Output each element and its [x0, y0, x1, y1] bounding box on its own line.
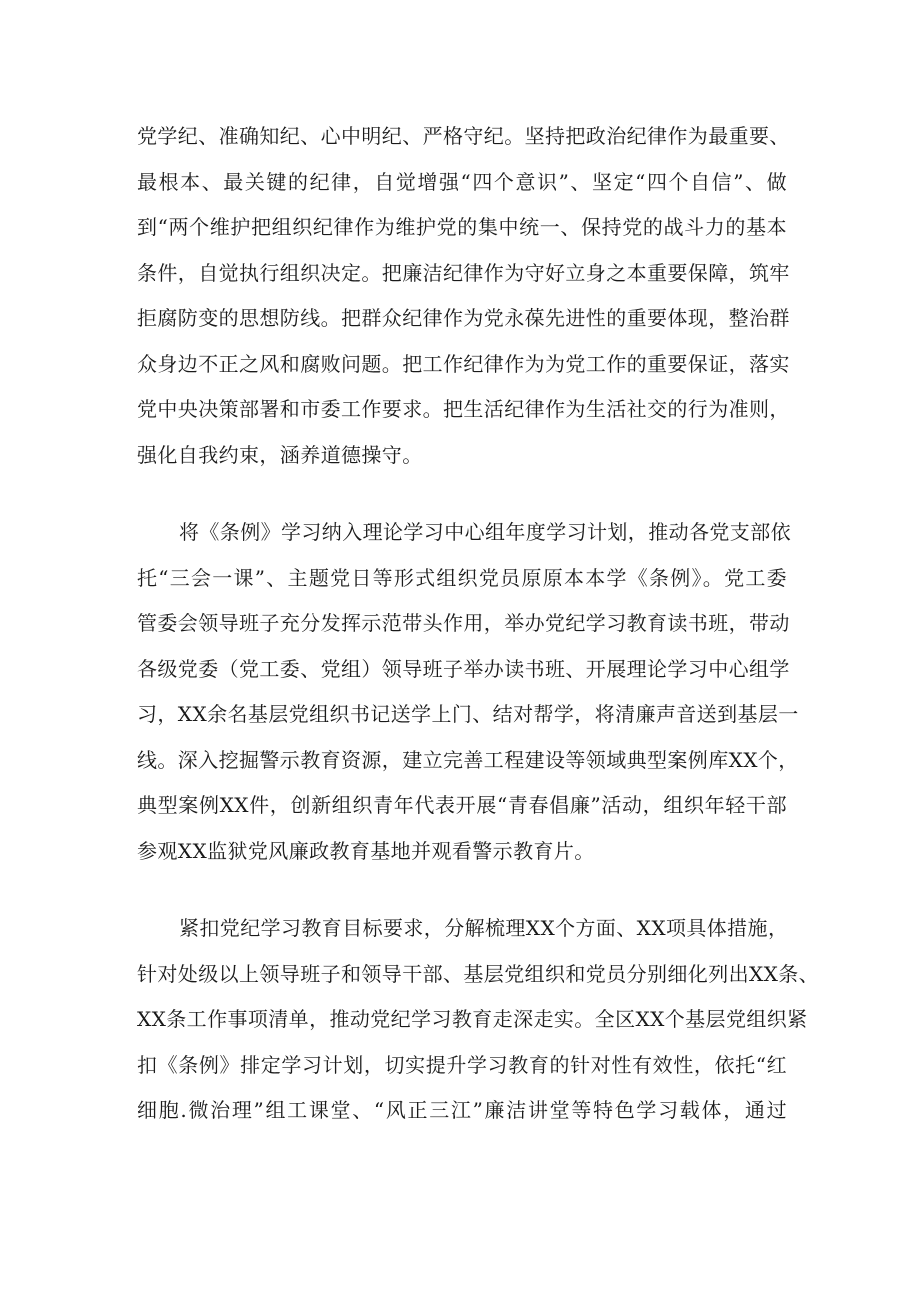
text-line: 条件，自觉执行组织决定。把廉洁纪律作为守好立身之本重要保障，筑牢: [137, 260, 790, 285]
text-line: 托“三会一课”、主题党日等形式组织党员原原本本学《条例》。党工委: [137, 565, 787, 590]
text-line: 管委会领导班子充分发挥示范带头作用，举办党纪学习教育读书班，带动: [137, 611, 790, 635]
text-line: 典型案例XX件，创新组织青年代表开展“青春倡廉”活动，组织年轻干部: [137, 793, 787, 817]
text-line: 最根本、最关键的纪律，自觉增强“四个意识”、坚定“四个自信”、做: [137, 169, 787, 194]
text-line: 线。深入挖掘警示教育资源，建立完善工程建设等领域典型案例库XX个，: [137, 747, 799, 772]
text-line: XX条工作事项清单，推动党纪学习教育走深走实。全区XX个基层党组织紧: [137, 1007, 808, 1031]
text-line: 参观XX监狱党风廉政教育基地并观看警示教育片。: [137, 838, 595, 863]
text-line: 强化自我约束，涵养道德操守。: [137, 442, 423, 467]
text-line: 党学纪、准确知纪、心中明纪、严格守纪。坚持把政治纪律作为最重要、: [137, 124, 790, 148]
paragraph-discipline-types: [137, 114, 790, 478]
text-line: 扣《条例》排定学习计划，切实提升学习教育的针对性有效性，依托“红: [137, 1052, 787, 1077]
paragraph-education-goals: [137, 906, 820, 1134]
paragraph-study-plan: [137, 510, 799, 874]
text-line: 紧扣党纪学习教育目标要求，分解梳理XX个方面、XX项具体措施，: [179, 916, 789, 940]
text-line: 各级党委（党工委、党组）领导班子举办读书班、开展理论学习中心组学: [137, 656, 790, 681]
text-line: 将《条例》学习纳入理论学习中心组年度学习计划，推动各党支部依: [179, 520, 791, 544]
text-line: 到“两个维护把组织纪律作为维护党的集中统一、保持党的战斗力的基本: [137, 215, 787, 239]
text-line: 众身边不正之风和腐败问题。把工作纪律作为为党工作的重要保证，落实: [137, 351, 790, 376]
text-line: 习，XX余名基层党组织书记送学上门、结对帮学，将清廉声音送到基层一: [137, 702, 799, 726]
text-line: 细胞.微治理”组工课堂、“风正三江”廉洁讲堂等特色学习载体，通过: [137, 1098, 787, 1122]
text-line: 拒腐防变的思想防线。把群众纪律作为党永葆先进性的重要体现，整治群: [137, 306, 790, 330]
text-line: 党中央决策部署和市委工作要求。把生活纪律作为生活社交的行为准则，: [137, 397, 790, 421]
text-line: 针对处级以上领导班子和领导干部、基层党组织和党员分别细化列出XX条、: [137, 961, 820, 986]
